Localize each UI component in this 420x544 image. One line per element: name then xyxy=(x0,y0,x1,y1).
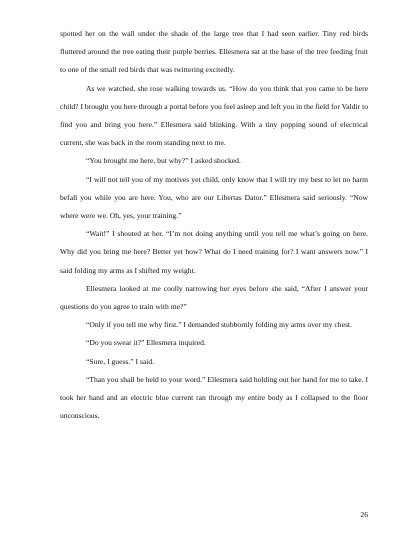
body-text xyxy=(60,25,368,425)
paragraph: “Wait!” I shouted at her. “I’m not doing anything until you tell me what’s going on here. Why did you bring me here? Better yet how? What do I need training for? I want answers now.” I said folding my arms as I shifted my weight. xyxy=(60,229,368,275)
paragraph: “You brought me here, but why?” I asked shocked. xyxy=(86,156,241,166)
paragraph: “I will not tell you of my motives yet child, only know that I will try my best to let no harm befall you while you are here. You, who are our Libertas Dator.” Ellesmera said seriously. “Now where were we. Oh, yes, your training.” xyxy=(60,174,368,221)
paragraph: “Do you swear it?” Ellesmera inquired. xyxy=(86,338,206,348)
paragraph: Ellesmera looked at me coolly narrowing her eyes before she said, “After I answer your questions do you agree to train with me?” xyxy=(60,283,368,312)
paragraph: spotted her on the wall under the shade of the large tree that I had seen earlier. Tiny red birds fluttered around the tree eating their purple berries. Ellesmera sat at the base of the tree feeding fruit to one of the small red birds that was twittering excitedly. xyxy=(60,29,368,75)
paragraph: “Only if you tell me why first.” I demanded stubbornly folding my arms over my chest. xyxy=(86,320,352,330)
paragraph: “Than you shall be held to your word.” Ellesmera said holding out her hand for me to take. I took her hand and an electric blue current ran through my entire body as I collapsed to the floor unconscious. xyxy=(60,374,368,421)
page-number: 26 xyxy=(360,510,368,519)
paragraph: “Sure, I guess.” I said. xyxy=(86,356,155,366)
paragraph: As we watched, she rose walking towards us. “How do you think that you came to be here child? I brought you here through a portal before you feel asleep and left you in the field for Valdir to find you and bring you here.” Ellesmera said blinking. With a tiny popping sound of electrical current, she was back in the room standing next to me. xyxy=(60,83,368,148)
